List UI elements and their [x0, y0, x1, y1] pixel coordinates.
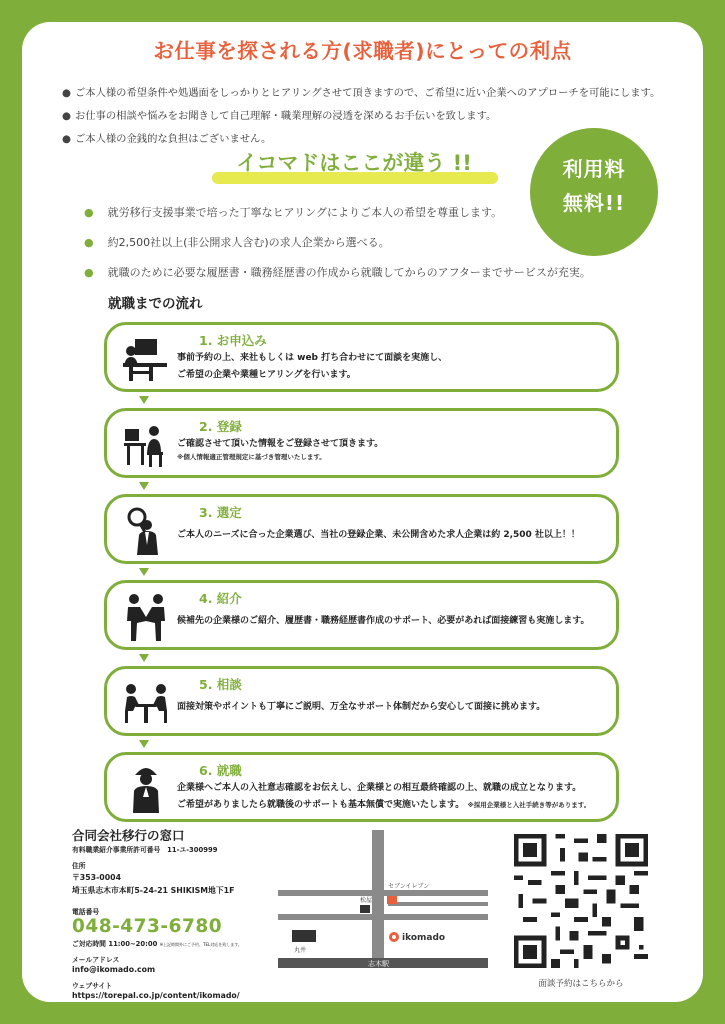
difference-item: ● 就職のために必要な履歴書・職務経歴書の作成から就職してからのアフターまでサービスが充実。: [84, 258, 591, 288]
difference-item: ● 約2,500社以上(非公開求人含む)の求人企業から選べる。: [84, 228, 591, 258]
step-description: [177, 436, 383, 466]
seven-eleven-marker: [387, 896, 397, 904]
flow-step-register: [104, 408, 619, 478]
flow-arrow: [139, 396, 149, 404]
hours-note: ※上記時間外にご予約、TEL対応を致します。: [159, 942, 242, 947]
marui-label: 丸井: [294, 947, 307, 954]
step-title: 3. 選定: [199, 505, 242, 520]
step-description: [177, 613, 589, 630]
ikomado-label: ikomado: [402, 933, 446, 943]
flow-step-consult: [104, 666, 619, 736]
step-line: ご確認させて頂いた情報をご登録させて頂きます。: [177, 439, 384, 449]
difference-item: ● 就労移行支援事業で培った丁寧なヒアリングによりご本人の希望を尊重します。: [84, 198, 591, 228]
reception-desk-icon: [121, 333, 171, 383]
seven-eleven-label: セブンイレブン: [388, 883, 430, 890]
step-title: 2. 登録: [199, 419, 242, 434]
access-map: [278, 830, 488, 975]
email-address[interactable]: info@ikomado.com: [72, 965, 156, 974]
benefit-item: ● ご本人様の金銭的な負担はございません。: [62, 128, 660, 151]
registration-desk-icon: [121, 419, 171, 469]
difference-list: [84, 198, 591, 288]
qr-caption: 面談予約はこちらから: [538, 979, 624, 989]
flow-arrow: [139, 740, 149, 748]
step-line: ご希望の企業や業種ヒアリングを行います。: [177, 370, 356, 380]
step-description: [177, 699, 545, 716]
company-name: 合同会社移行の窓口: [72, 828, 185, 843]
difference-heading: イコマドはここが違う !!: [236, 151, 472, 175]
license-number: 有料職業紹介事業所許可番号 11-ユ-300999: [72, 846, 218, 854]
step-note: ※採用企業様と入社手続き等があります。: [467, 801, 591, 809]
hours-text: ご対応時間 11:00~20:00: [72, 940, 158, 948]
phone-label: 電話番号: [72, 908, 100, 916]
handshake-icon: [121, 591, 171, 641]
email-label: メールアドレス: [72, 956, 120, 964]
step-description: [177, 780, 590, 814]
flow-step-introduce: [104, 580, 619, 650]
qr-code[interactable]: [514, 834, 648, 968]
postal-code: 〒353-0004: [72, 873, 122, 882]
step-title: 1. お申込み: [199, 333, 267, 348]
step-line-text: ご希望がありましたら就職後のサポートも基本無償で実施いたします。: [177, 800, 465, 810]
step-line: 候補先の企業様のご紹介、履歴書・職務経歴書作成のサポート、必要があれば面接練習も実施します。: [177, 616, 590, 626]
step-line: ご本人のニーズに合った企業選び、当社の登録企業、未公開含めた求人企業は約 2,500 社以上！！: [177, 530, 580, 540]
matsuya-building: [360, 905, 370, 913]
flow-step-employment: [104, 752, 619, 822]
flow-arrow: [139, 482, 149, 490]
website-label: ウェブサイト: [72, 982, 113, 990]
benefit-item: ● ご本人様の希望条件や処遇面をしっかりとヒアリングさせて頂きますので、ご希望に近い企業へのアプローチを可能にします。: [62, 82, 660, 105]
flow-arrow: [139, 654, 149, 662]
step-title: 4. 紹介: [199, 591, 242, 606]
badge-line1: 利用料: [562, 157, 626, 181]
step-line: [177, 797, 590, 814]
business-hours: [72, 938, 242, 948]
step-line: 企業様へご本人の入社意志確認をお伝えし、企業様との相互最終確認の上、就職の成立となります。: [177, 783, 582, 793]
step-description: [177, 527, 580, 544]
flow-step-select: [104, 494, 619, 564]
step-note: ※個人情報適正管理規定に基づき管理いたします。: [177, 453, 326, 461]
station-label: 志木駅: [368, 960, 389, 968]
marui-building: [292, 930, 316, 942]
magnifier-person-icon: [121, 505, 171, 555]
address: 埼玉県志木市本町5-24-21 SHIKISM地下1F: [72, 886, 235, 895]
worker-icon: [121, 763, 171, 813]
step-title: 6. 就職: [199, 763, 242, 778]
website-url[interactable]: https://torepal.co.jp/content/ikomado/: [72, 991, 240, 1000]
flow-arrow: [139, 568, 149, 576]
meeting-icon: [121, 677, 171, 727]
step-description: [177, 350, 447, 384]
badge-line2: 無料!!: [562, 191, 626, 215]
address-label: 住所: [72, 862, 86, 870]
step-line: 面接対策やポイントも丁寧にご説明、万全なサポート体制だから安心して面接に挑めます。: [177, 702, 546, 712]
page-title: お仕事を探される方(求職者)にとっての利点: [153, 39, 572, 63]
flow-title: 就職までの流れ: [108, 296, 203, 312]
phone-number[interactable]: 048-473-6780: [72, 916, 223, 937]
benefit-item: ● お仕事の相談や悩みをお聞きして自己理解・職業理解の浸透を深めるお手伝いを致します。: [62, 105, 660, 128]
step-title: 5. 相談: [199, 677, 242, 692]
flow-step-apply: [104, 322, 619, 392]
step-line: 事前予約の上、来社もしくは web 打ち合わせにて面談を実施し、: [177, 353, 448, 363]
matsuya-label: 松屋: [360, 897, 373, 904]
